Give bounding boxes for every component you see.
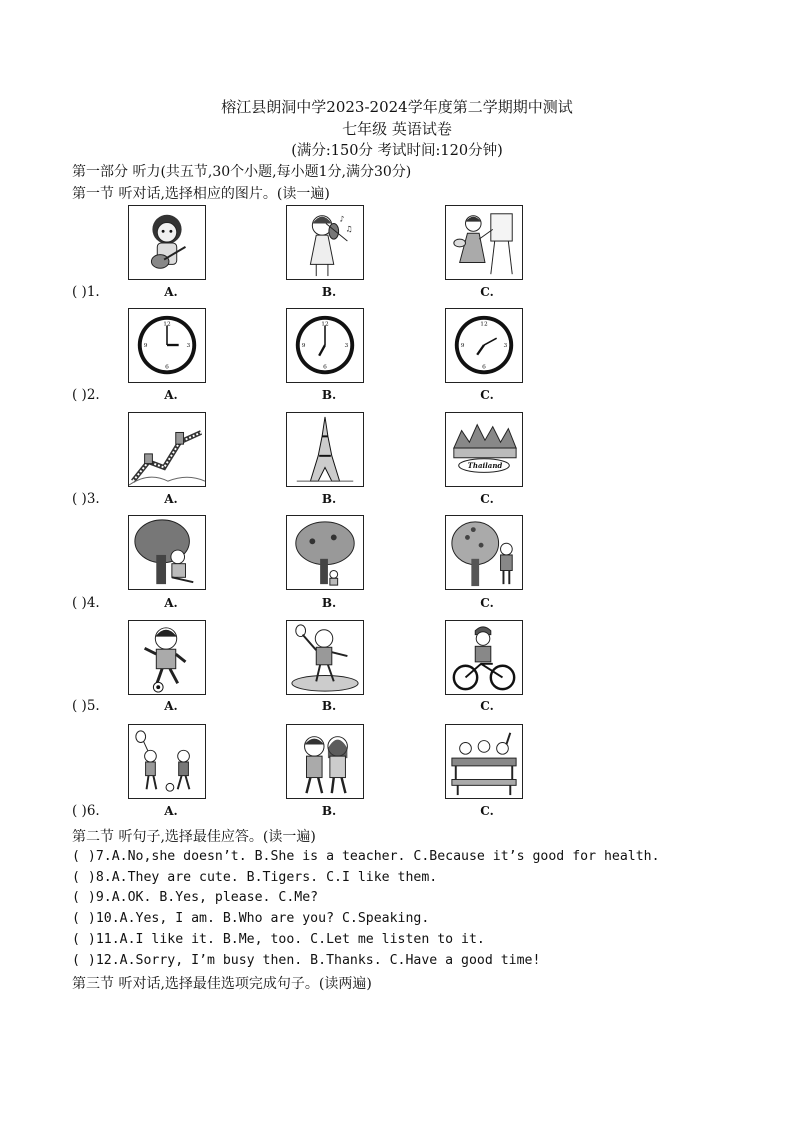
question-7: ( )7.A.No,she doesn’t. B.She is a teacher. C.Because it’s good for health. bbox=[72, 849, 660, 864]
section1-heading: 第一节 听对话,选择相应的图片。(读一遍) bbox=[72, 186, 330, 202]
svg-text:9: 9 bbox=[143, 342, 148, 349]
picture-boy-sitting-tree bbox=[128, 515, 206, 590]
picture-girl-violin bbox=[286, 205, 364, 280]
option-c-label: C. bbox=[480, 596, 494, 610]
picture-boy-cycling bbox=[445, 620, 523, 695]
option-a-label: A. bbox=[164, 699, 178, 713]
tree-boy-icon bbox=[287, 516, 363, 589]
part1-heading: 第一部分 听力(共五节,30个小题,每小题1分,满分30分) bbox=[72, 164, 412, 180]
picture-eiffel-tower bbox=[286, 412, 364, 487]
option-b-label: B. bbox=[321, 804, 337, 818]
thailand-icon bbox=[446, 413, 522, 486]
exam-info: (满分:150分 考试时间:120分钟) bbox=[291, 143, 503, 159]
question-10: ( )10.A.Yes, I am. B.Who are you? C.Speaking. bbox=[72, 911, 430, 926]
option-c-label: C. bbox=[480, 285, 494, 299]
option-a-label: A. bbox=[164, 285, 178, 299]
svg-text:12: 12 bbox=[163, 321, 171, 328]
question-11: ( )11.A.I like it. B.Me, too. C.Let me listen to it. bbox=[72, 932, 485, 947]
kids-classroom-icon bbox=[446, 725, 522, 798]
svg-text:9: 9 bbox=[460, 342, 465, 349]
svg-text:♪: ♪ bbox=[339, 214, 345, 224]
kids-walking-icon bbox=[287, 725, 363, 798]
option-a-label: A. bbox=[164, 492, 178, 506]
svg-text:♫: ♫ bbox=[345, 224, 353, 234]
question-4-number: ( )4. bbox=[72, 595, 100, 611]
soccer-boy-icon bbox=[129, 621, 205, 694]
girl-guitar-icon bbox=[129, 206, 205, 279]
picture-kids-classroom bbox=[445, 724, 523, 799]
cycling-boy-icon bbox=[446, 621, 522, 694]
svg-text:6: 6 bbox=[482, 364, 486, 371]
svg-text:6: 6 bbox=[165, 364, 169, 371]
picture-kids-walking bbox=[286, 724, 364, 799]
clock-icon bbox=[287, 309, 363, 382]
eiffel-tower-icon bbox=[287, 413, 363, 486]
question-8: ( )8.A.They are cute. B.Tigers. C.I like them. bbox=[72, 870, 438, 885]
tree-boy-icon bbox=[446, 516, 522, 589]
option-c-label: C. bbox=[480, 699, 494, 713]
clock-icon bbox=[129, 309, 205, 382]
question-6-number: ( )6. bbox=[72, 803, 100, 819]
kids-sports-icon bbox=[129, 725, 205, 798]
option-a-label: A. bbox=[164, 388, 178, 402]
section3-heading: 第三节 听对话,选择最佳选项完成句子。(读两遍) bbox=[72, 976, 372, 992]
section2-heading: 第二节 听句子,选择最佳应答。(读一遍) bbox=[72, 829, 316, 845]
svg-text:3: 3 bbox=[503, 342, 508, 349]
option-c-label: C. bbox=[480, 492, 494, 506]
question-2-number: ( )2. bbox=[72, 387, 100, 403]
svg-text:3: 3 bbox=[186, 342, 191, 349]
picture-boy-standing-tree bbox=[445, 515, 523, 590]
option-b-label: B. bbox=[321, 699, 337, 713]
tree-boy-icon bbox=[129, 516, 205, 589]
option-b-label: B. bbox=[321, 492, 337, 506]
svg-text:12: 12 bbox=[480, 321, 488, 328]
picture-girl-painting bbox=[445, 205, 523, 280]
option-b-label: B. bbox=[321, 388, 337, 402]
picture-boy-soccer bbox=[128, 620, 206, 695]
svg-text:12: 12 bbox=[321, 321, 329, 328]
option-b-label: B. bbox=[321, 285, 337, 299]
thailand-caption: Thailand bbox=[467, 461, 503, 470]
picture-kids-sports bbox=[128, 724, 206, 799]
svg-text:3: 3 bbox=[344, 342, 349, 349]
badminton-boy-icon bbox=[287, 621, 363, 694]
option-b-label: B. bbox=[321, 596, 337, 610]
picture-clock-c bbox=[445, 308, 523, 383]
option-a-label: A. bbox=[164, 804, 178, 818]
exam-title: 榕江县朗洞中学2023-2024学年度第二学期期中测试 bbox=[221, 98, 573, 116]
picture-boy-reading-tree bbox=[286, 515, 364, 590]
question-5-number: ( )5. bbox=[72, 698, 100, 714]
svg-text:6: 6 bbox=[323, 364, 327, 371]
option-c-label: C. bbox=[480, 804, 494, 818]
clock-icon bbox=[446, 309, 522, 382]
picture-clock-a bbox=[128, 308, 206, 383]
option-a-label: A. bbox=[164, 596, 178, 610]
question-12: ( )12.A.Sorry, I’m busy then. B.Thanks. C.Have a good time! bbox=[72, 953, 541, 968]
question-9: ( )9.A.OK. B.Yes, please. C.Me? bbox=[72, 890, 319, 905]
picture-boy-badminton bbox=[286, 620, 364, 695]
girl-violin-icon bbox=[287, 206, 363, 279]
exam-subtitle: 七年级 英语试卷 bbox=[342, 120, 452, 138]
option-c-label: C. bbox=[480, 388, 494, 402]
picture-thailand bbox=[445, 412, 523, 487]
svg-text:9: 9 bbox=[301, 342, 306, 349]
picture-great-wall bbox=[128, 412, 206, 487]
picture-clock-b bbox=[286, 308, 364, 383]
question-1-number: ( )1. bbox=[72, 284, 100, 300]
girl-painting-icon bbox=[446, 206, 522, 279]
question-3-number: ( )3. bbox=[72, 491, 100, 507]
great-wall-icon bbox=[129, 413, 205, 486]
picture-girl-guitar bbox=[128, 205, 206, 280]
